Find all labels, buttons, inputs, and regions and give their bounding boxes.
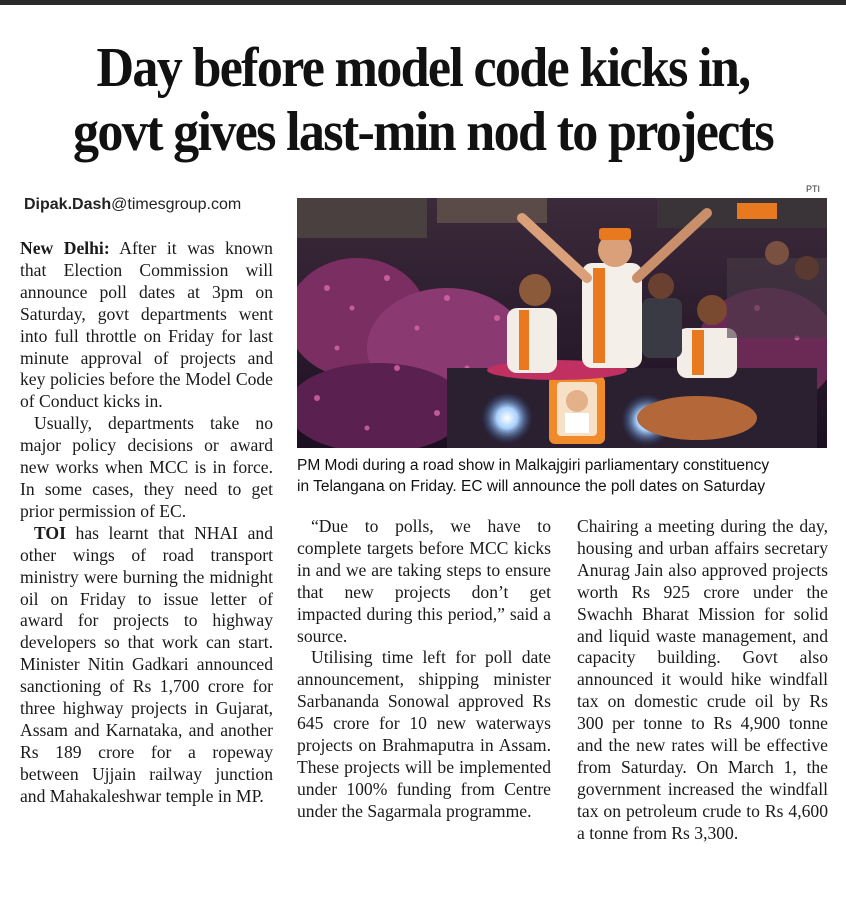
paragraph-3-text: has learnt that NHAI and other wings of road transport ministry were burning the midnight oil on Friday to issue letter of award for projects to highway developers so that work can start. Minister Nitin Gadkari announced sanctioning of Rs 1,700 crore for three highway projects in Gujarat, Assam and Karnataka, and another Rs 189 crore for a ropeway between Ujjain railway junction and Mahakaleshwar temple in MP.	[20, 522, 273, 806]
paragraph-2: Usually, departments take no major policy decisions or award new works when MCC is in force. In some cases, they need to get prior permission of EC.	[20, 413, 273, 521]
roadshow-photo-illustration	[297, 198, 827, 448]
byline[interactable]	[24, 196, 241, 214]
article-column-3	[577, 516, 828, 845]
caption-line-1: PM Modi during a road show in Malkajgiri parliamentary constituency	[297, 457, 770, 474]
dateline: New Delhi:	[20, 238, 110, 258]
toi-lead: TOI	[34, 522, 66, 543]
paragraph-1	[20, 238, 273, 413]
article-column-2	[297, 516, 551, 823]
paragraph-6: Chairing a meeting during the day, housing and urban affairs secretary Anurag Jain also approved projects worth Rs 925 crore under the Swachh Bharat Mission for solid and liquid waste management, and capacity building. Govt also announced it would hike windfall tax on domestic crude oil by Rs 300 per tonne to Rs 4,900 tonne and the new rates will be effective from Saturday. On March 1, the government increased the windfall tax on petroleum crude to Rs 4,600 a tonne from Rs 3,300.	[577, 516, 828, 843]
news-photo	[297, 198, 827, 448]
headline-line-1: Day before model code kicks in,	[96, 37, 750, 99]
caption-line-2: in Telangana on Friday. EC will announce the poll dates on Saturday	[297, 478, 766, 495]
paragraph-1-text: After it was known that Election Commission will announce poll dates at 3pm on Saturday, govt departments went into full throttle on Friday for last minute approval of projects and key policies before the Model Code of Conduct kicks in.	[20, 238, 273, 412]
paragraph-4: “Due to polls, we have to complete targets before MCC kicks in and we are taking steps to ensure that new projects don’t get impacted during this period,” said a source.	[297, 516, 551, 646]
byline-domain: @timesgroup.com	[111, 196, 242, 213]
photo-caption	[297, 455, 829, 497]
top-rule	[0, 0, 846, 5]
paragraph-3	[20, 523, 273, 808]
photo-credit: PTI	[806, 184, 821, 194]
article-column-1	[20, 238, 273, 888]
byline-name: Dipak.Dash	[24, 196, 112, 213]
headline	[30, 36, 817, 164]
headline-line-2: govt gives last-min nod to projects	[73, 101, 773, 163]
paragraph-5: Utilising time left for poll date announcement, shipping minister Sarbananda Sonowal approved Rs 645 crore for 10 new waterways projects on Brahmaputra in Assam. These projects will be implemented under 100% funding from Centre under the Sagarmala programme.	[297, 647, 551, 821]
